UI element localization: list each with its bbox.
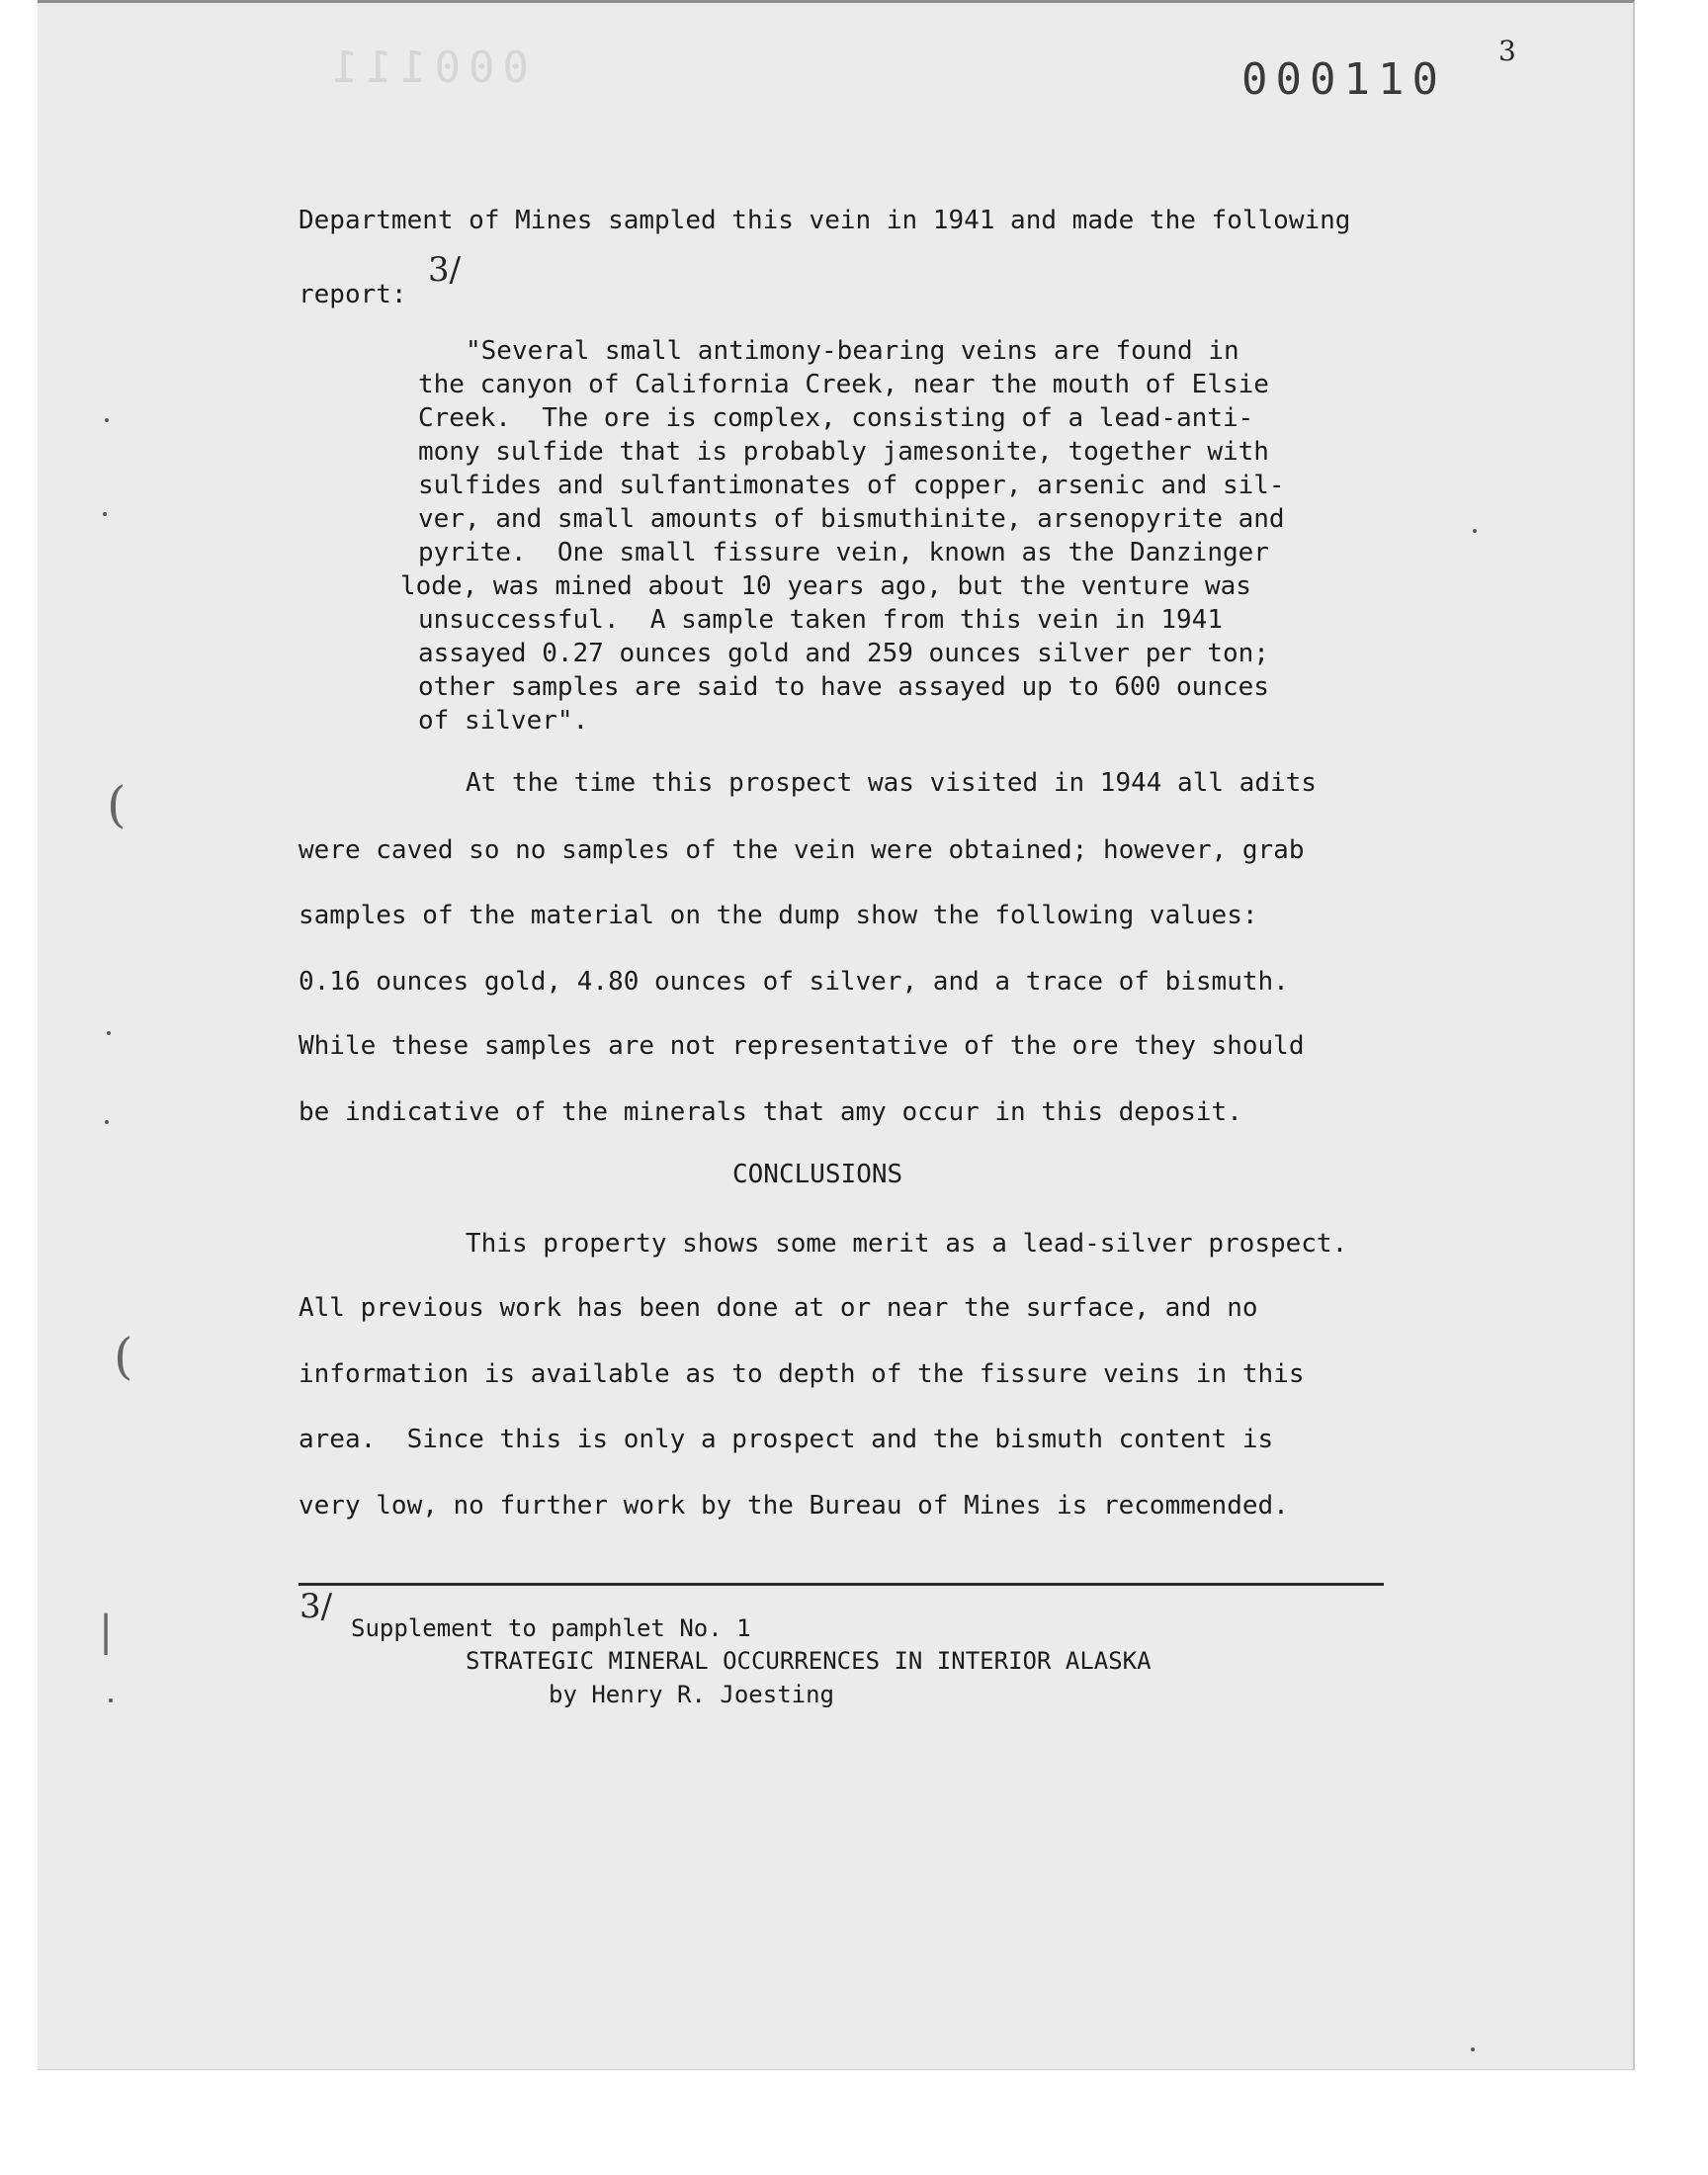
scan-speck (103, 512, 107, 516)
footnote-line: by Henry R. Joesting (549, 1681, 834, 1708)
scan-speck (105, 418, 109, 422)
page-number: 3 (1498, 35, 1516, 67)
paragraph-line: area. Since this is only a prospect and the bismuth content is (299, 1425, 1274, 1454)
footnote-divider (299, 1583, 1384, 1586)
paragraph-line: All previous work has been done at or near the surface, and no (299, 1293, 1258, 1323)
intro-line-2: report: (299, 280, 407, 309)
quote-line: the canyon of California Creek, near the mouth of Elsie (418, 370, 1269, 399)
punch-hole-mark: | (99, 1607, 114, 1655)
scan-speck (109, 1698, 113, 1702)
scan-speck (107, 1031, 111, 1035)
quote-line: unsuccessful. A sample taken from this vein in 1941 (418, 605, 1223, 635)
document-number: 000110 (1241, 54, 1446, 105)
quote-line: sulfides and sulfantimonates of copper, arsenic and sil- (418, 471, 1285, 500)
paragraph-line: This property shows some merit as a lead-silver prospect. (466, 1229, 1348, 1259)
quote-line: ver, and small amounts of bismuthinite, arsenopyrite and (418, 504, 1285, 534)
paragraph-line: be indicative of the minerals that amy occur in this deposit. (299, 1097, 1242, 1127)
intro-footnote-mark: 3/ (428, 250, 462, 290)
paragraph-line: 0.16 ounces gold, 4.80 ounces of silver, and a trace of bismuth. (299, 967, 1289, 997)
intro-line-1: Department of Mines sampled this vein in 1941 and made the following (299, 206, 1351, 235)
scan-speck (105, 1120, 109, 1124)
paragraph-line: samples of the material on the dump show the following values: (299, 901, 1258, 930)
quote-line: Creek. The ore is complex, consisting of a lead-anti- (418, 403, 1254, 433)
quote-line: of silver". (418, 706, 589, 736)
paragraph-line: were caved so no samples of the vein were obtained; however, grab (299, 835, 1305, 865)
paragraph-line: At the time this prospect was visited in 1944 all adits (466, 768, 1317, 798)
document-number-bleed-through: 000111 (324, 43, 529, 93)
quote-line: "Several small antimony-bearing veins are found in (466, 336, 1239, 366)
quote-line: assayed 0.27 ounces gold and 259 ounces silver per ton; (418, 639, 1269, 668)
quote-line: pyrite. One small fissure vein, known as the Danzinger (418, 538, 1269, 567)
quote-line: mony sulfide that is probably jamesonite, together with (418, 437, 1269, 467)
scan-speck (1471, 2047, 1475, 2051)
paragraph-line: information is available as to depth of the fissure veins in this (299, 1359, 1305, 1389)
scan-speck (1473, 529, 1477, 533)
conclusions-heading: CONCLUSIONS (732, 1160, 903, 1189)
footnote-mark: 3/ (299, 1587, 333, 1626)
footnote-line: STRATEGIC MINERAL OCCURRENCES IN INTERIOR ALASKA (466, 1647, 1152, 1675)
paragraph-line: While these samples are not representative of the ore they should (299, 1031, 1305, 1061)
footnote-line: Supplement to pamphlet No. 1 (351, 1614, 751, 1642)
punch-hole-mark: ( (107, 776, 127, 833)
document-page (38, 0, 1635, 2070)
quote-line: lode, was mined about 10 years ago, but the venture was (400, 571, 1251, 601)
punch-hole-mark: ( (114, 1328, 133, 1385)
quote-line: other samples are said to have assayed up to 600 ounces (418, 672, 1269, 702)
paragraph-line: very low, no further work by the Bureau of Mines is recommended. (299, 1491, 1289, 1521)
